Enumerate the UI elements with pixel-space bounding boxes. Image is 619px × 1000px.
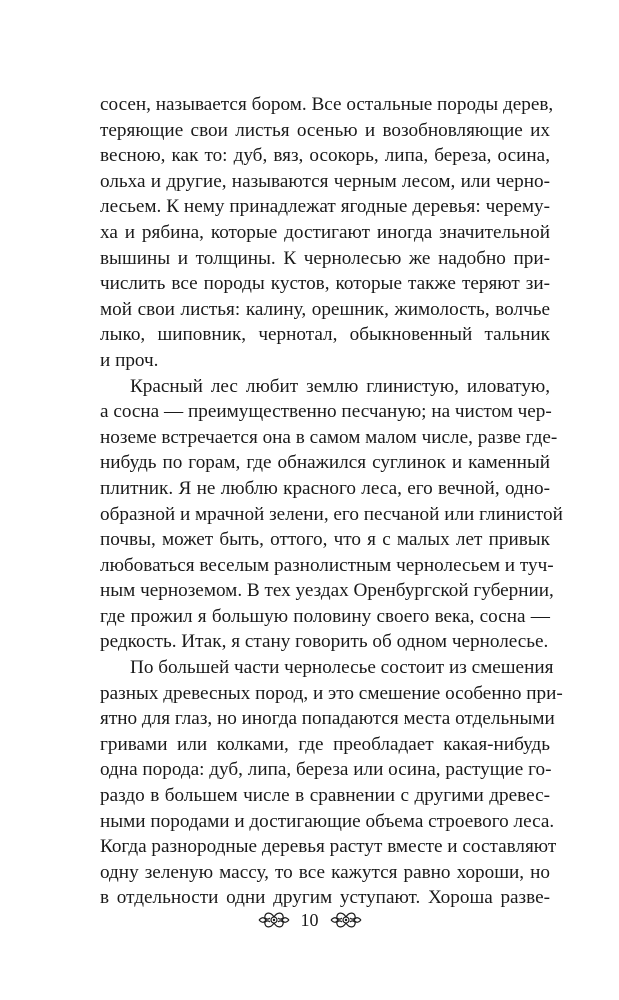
text-line: мой свои листья: калину, орешник, жимолость, волчье [100, 298, 550, 320]
text-line: любоваться веселым разнолистным чернолесьем и туч- [100, 554, 554, 576]
text-line: теряющие свои листья осенью и возобновляющие их [100, 119, 550, 141]
text-line: вышины и толщины. К чернолесью же надобно при- [100, 247, 550, 269]
text-line: и проч. [100, 349, 159, 371]
text-line: почвы, может быть, оттого, что я с малых лет привык [100, 529, 550, 551]
text-line: гривами или колками, где преобладает какая-нибудь [100, 733, 550, 755]
text-line: лыко, шиповник, чернотал, обыкновенный тальник [100, 324, 550, 346]
paragraph-1 [100, 92, 554, 374]
text-line: раздо в большем числе в сравнении с другими древес- [100, 785, 550, 807]
text-line: ольха и другие, называются черным лесом, или черно- [100, 170, 550, 192]
text-line: редкость. Итак, я стану говорить об одном чернолесье. [100, 631, 549, 653]
paragraph-3 [100, 655, 563, 911]
text-line: одну зеленую массу, то все кажутся равно хороши, но [100, 861, 550, 883]
text-line: По большей части чернолесье состоит из смешения [130, 657, 554, 679]
text-line: ным черноземом. В тех уездах Оренбургской губернии, [100, 580, 554, 602]
text-line: весною, как то: дуб, вяз, осокорь, липа, береза, осина, [100, 145, 550, 167]
text-line: ными породами и достигающие объема строевого леса. [100, 810, 555, 832]
floral-ornament-icon [329, 909, 363, 931]
text-line: Когда разнородные деревья растут вместе и составляют [100, 836, 557, 858]
text-line: плитник. Я не люблю красного леса, его вечной, одно- [100, 477, 550, 499]
body-text [100, 92, 563, 911]
text-line: лесьем. К нему принадлежат ягодные деревья: черему- [100, 196, 550, 218]
text-line: ятно для глаз, но иногда попадаются места отдельными [100, 708, 555, 730]
text-line: нибудь по горам, где обнажился суглинок и каменный [100, 452, 550, 474]
text-line: ноземе встречается она в самом малом числе, разве где- [100, 426, 558, 448]
floral-ornament-icon [257, 909, 291, 931]
text-line: Красный лес любит землю глинистую, иловатую, [130, 375, 550, 397]
text-line: образной и мрачной зелени, его песчаной или глинистой [100, 503, 563, 525]
page-footer [0, 905, 619, 935]
paragraph-2 [100, 374, 563, 656]
text-line: а сосна — преимущественно песчаную; на чистом чер- [100, 401, 552, 423]
text-line: одна порода: дуб, липа, береза или осина, растущие го- [100, 759, 552, 781]
text-line: ха и рябина, которые достигают иногда значительной [100, 221, 550, 243]
text-line: сосен, называется бором. Все остальные породы дерев, [100, 94, 554, 115]
text-line: где прожил я большую половину своего века, сосна — [100, 605, 550, 627]
page-number: 10 [300, 910, 319, 930]
text-line: разных древесных пород, и это смешение особенно при- [100, 682, 563, 704]
text-line: числить все породы кустов, которые также теряют зи- [100, 273, 550, 295]
text-line: в отдельности одни другим уступают. Хороша разве- [100, 887, 550, 909]
